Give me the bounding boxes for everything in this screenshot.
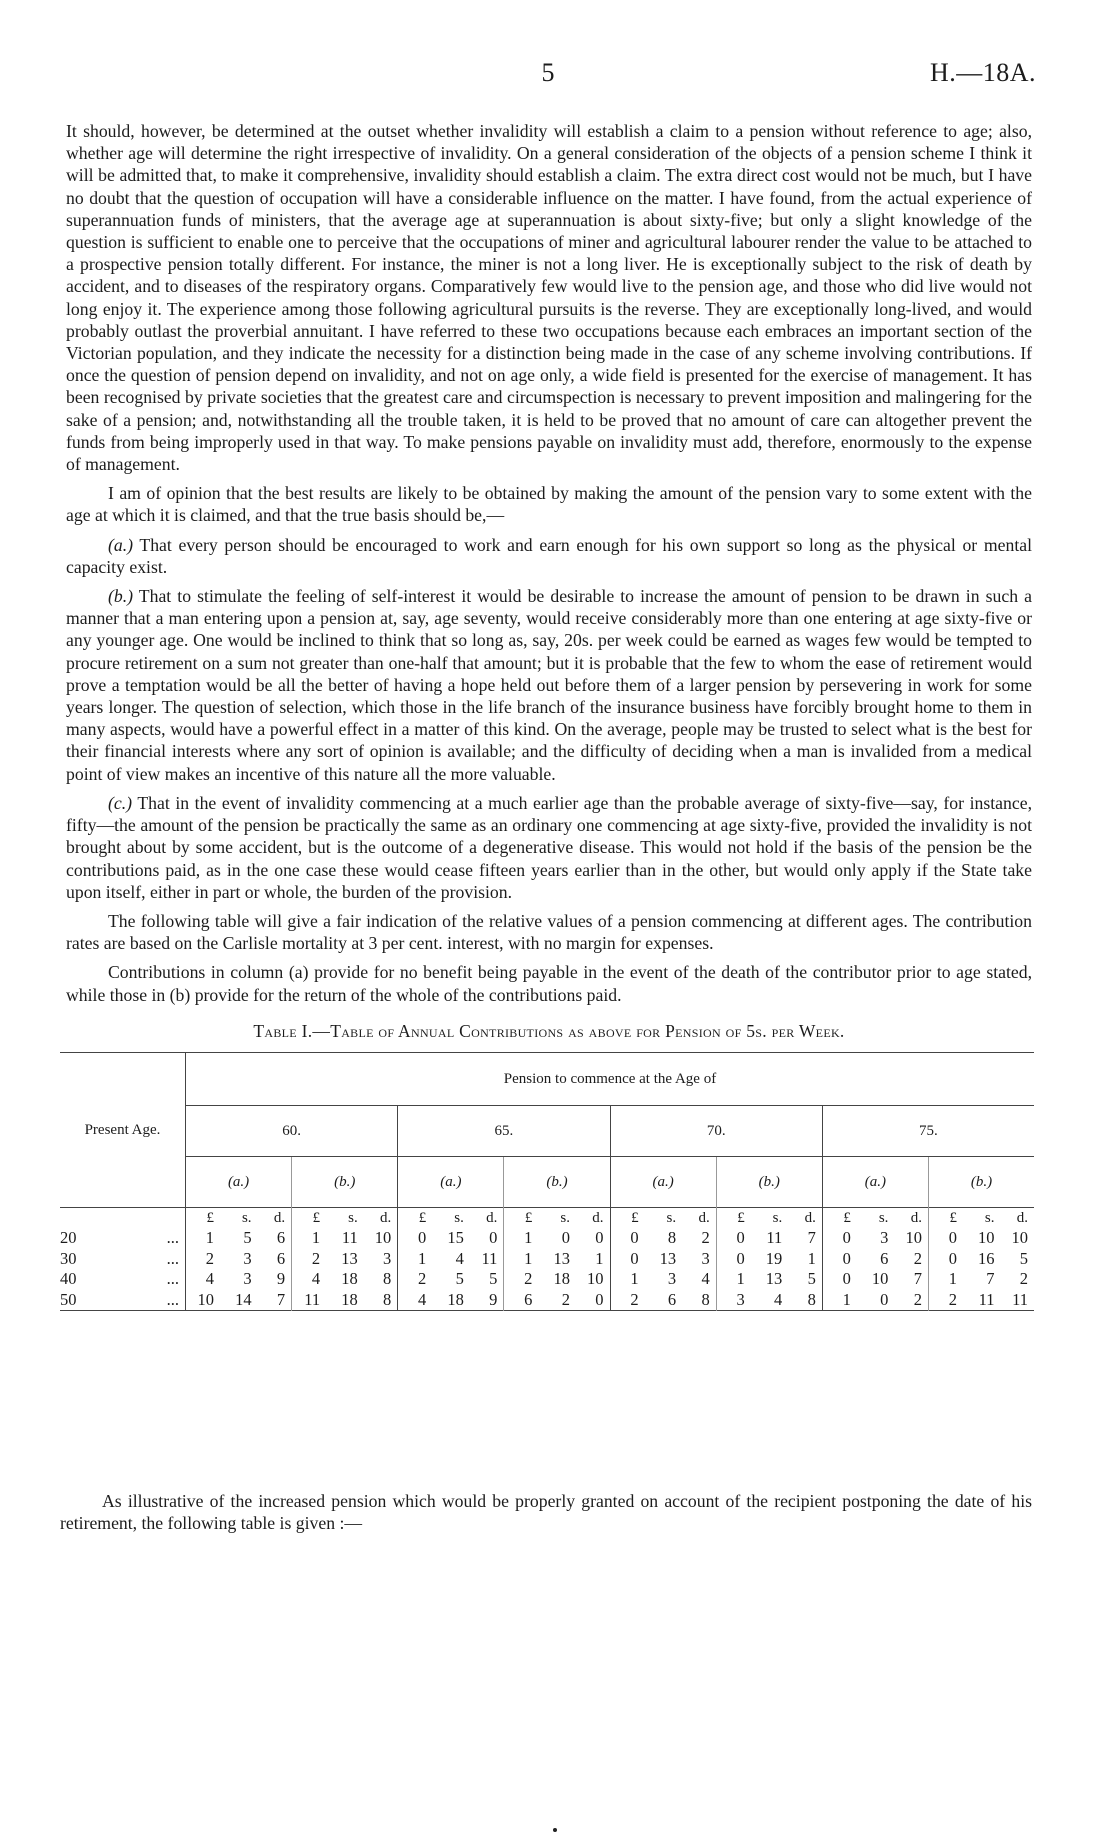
page-header [60, 58, 1036, 98]
contribution-cell: 2 13 3 [292, 1249, 398, 1270]
contribution-cell: 2 18 10 [504, 1269, 610, 1290]
contribution-cell: 0 10 7 [822, 1269, 928, 1290]
contribution-cell: 4 3 9 [186, 1269, 292, 1290]
contribution-cell: 11 18 8 [292, 1290, 398, 1311]
contributions-table [60, 1052, 1034, 1312]
contribution-cell: 0 11 7 [716, 1228, 822, 1249]
clause-a-label: (a.) [108, 534, 134, 555]
present-age-cell: 30 ... [60, 1249, 186, 1270]
clause-c-text: That in the event of invalidity commencing at a much earlier age than the probable average of sixty-five—say, for instance, fifty—the amount of the pension be practically the same as an ordinary one commencing at age sixty-five, provided the invalidity is not brought about by some accident, but is the outcome of a degenerative disease. This would not hold if the basis of the pension be the contributions paid, as in the one case these would cease fifteen years earlier than in the other, but would only apply if the State take upon itself, either in part or whole, the burden of the provision. [66, 792, 1032, 902]
present-age-cell: 20 ... [60, 1228, 186, 1249]
paragraph-clause-c [66, 792, 1032, 903]
units-row-blank [60, 1207, 186, 1228]
contribution-cell: 0 3 10 [822, 1228, 928, 1249]
contribution-cell: 0 13 3 [610, 1249, 716, 1270]
pension-age-header: Pension to commence at the Age of [186, 1052, 1035, 1105]
contribution-cell: 1 5 6 [186, 1228, 292, 1249]
paragraph-clause-a [66, 534, 1032, 578]
contribution-cell: 1 7 2 [948, 1269, 1028, 1289]
units-cell: £ s. d. [610, 1207, 716, 1228]
age-65-header: 65. [398, 1105, 610, 1156]
units-row [60, 1207, 1034, 1228]
contribution-cell: 4 18 9 [398, 1290, 504, 1311]
table-header-row-1 [60, 1052, 1034, 1105]
paragraph-clause-b [66, 585, 1032, 785]
paragraph-opinion: I am of opinion that the best results are likely to be obtained by making the amount of the pension vary to some extent with the age at which it is claimed, and that the true basis should be,— [66, 483, 1032, 526]
units-cell: £ s. d. [186, 1207, 292, 1228]
units-cell: £ s. d. [949, 1209, 1028, 1226]
clause-a-text: That every person should be encouraged to work and earn enough for his own support so long as the physical or mental capacity exist. [66, 534, 1032, 577]
sub-header-b: (b.) [292, 1156, 398, 1207]
units-cell: £ s. d. [292, 1207, 398, 1228]
contribution-cell: 2 6 8 [610, 1290, 716, 1311]
paragraph-table-intro: The following table will give a fair indication of the relative values of a pension commencing at different ages. The contribution rates are based on the Carlisle mortality at 3 per cent. interest, with no margin for expenses. [66, 910, 1032, 954]
clause-b-label: (b.) [108, 586, 134, 607]
contribution-cell: 2 11 11 [948, 1289, 1028, 1309]
document-reference: H.—18A. [929, 58, 1036, 87]
age-60-header: 60. [186, 1105, 398, 1156]
sub-header-b: (b.) [970, 1173, 993, 1190]
table-row [60, 1249, 1034, 1270]
age-75-header: 75. [822, 1105, 1034, 1156]
contribution-cell: 1 0 2 [822, 1290, 928, 1311]
sub-header-a: (a.) [186, 1156, 292, 1207]
paragraph-invalidity: It should, however, be determined at the outset whether invalidity will establish a claim to a pension without reference to age; also, whether age will determine the right irrespective of invalidity. On a general consideration of the objects of a pension scheme I think it will be admitted that, to make it comprehensive, invalidity should establish a claim. The extra direct cost would not be much, but I have no doubt that the question of occupation will have a considerable influence on the matter. I have found, from the actual experience of superannuation funds of ministers, that the average age at superannuation is about sixty-five; but only a slight knowledge of the question is sufficient to enable one to perceive that the occupations of miner and agricultural labourer render the value to be attached to a prospective pension totally different. For instance, the miner is not a long liver. He is exceptionally subject to the risk of death by accident, and to diseases of the respiratory organs. Comparatively few would live to the pension age, and those who did live would not long enjoy it. The experience among those following agricultural pursuits is the reverse. They are exceptionally long-lived, and would probably outlast the proverbial annuitant. I have referred to these two occupations because each embraces an important section of the Victorian population, and they indicate the necessity for a distinction being made in the case of any scheme involving contributions. If once the question of pension depend on invalidity, and not on age only, a wide field is presented for the exercise of management. It has been recognised by private societies that the greatest care and circumspection is necessary to prevent imposition and malingering for the sake of a pension; and, notwithstanding all the trouble taken, it is held to be proved that no amount of care can altogether prevent the funds from being improperly used in that way. To make pensions payable on invalidity must add, therefore, enormously to the expense of management. [66, 121, 1032, 475]
clause-c-label: (c.) [108, 792, 133, 813]
table-title: Table I.—Table of Annual Contributions as above for Pension of 5s. per Week. [253, 1020, 845, 1041]
sub-header-b: (b.) [716, 1156, 822, 1207]
contribution-cell: 0 15 0 [398, 1228, 504, 1249]
units-cell: £ s. d. [716, 1207, 822, 1228]
contribution-cell: 1 4 11 [398, 1249, 504, 1270]
contribution-cell: 1 13 5 [716, 1269, 822, 1290]
contribution-cell: 0 16 5 [948, 1248, 1028, 1268]
sub-header-a: (a.) [822, 1156, 928, 1207]
contribution-cell: 1 13 1 [504, 1249, 610, 1270]
age-70-header: 70. [610, 1105, 822, 1156]
printer-mark [553, 1828, 557, 1832]
contribution-cell: 1 3 4 [610, 1269, 716, 1290]
contribution-cell: 2 3 6 [186, 1249, 292, 1270]
sub-header-a: (a.) [398, 1156, 504, 1207]
clause-b-text: That to stimulate the feeling of self-interest it would be desirable to increase the amount of pension to be drawn in such a manner that a man entering upon a pension at, say, age seventy, would receive considerably more than one entering at age sixty-five or any younger age. One would be inclined to think that so long as, say, 20s. per week could be earned as wages few would be tempted to procure retirement on a sum not greater than one-half that amount; but it is probable that the few to whom the ease of retirement would prove a temptation would be all the better of having a hope held out before them of a larger pension by persevering in work for some years longer. The question of selection, which those in the life branch of the insurance business have forcibly brought home to them in many aspects, would have a powerful effect in a matter of this kind. On the average, people may be trusted to select what is the best for their financial interests where any sort of opinion is available; and the difficulty of deciding when a man is invalided from a medical point of view makes an incentive of this nature all the more valuable. [66, 586, 1032, 784]
page-number: 5 [541, 58, 555, 87]
contribution-cell: 1 11 10 [292, 1228, 398, 1249]
contribution-cell: 3 4 8 [716, 1290, 822, 1311]
table-row [60, 1228, 1034, 1249]
units-cell: £ s. d. [822, 1207, 928, 1228]
table-row [60, 1290, 1034, 1311]
sub-header-a: (a.) [610, 1156, 716, 1207]
closing-text [60, 1490, 1032, 1534]
present-age-header: Present Age. [60, 1052, 186, 1207]
table-header-row-3 [60, 1156, 1034, 1207]
contribution-cell: 1 0 0 [504, 1228, 610, 1249]
present-age-cell: 40 ... [60, 1269, 186, 1290]
contribution-cell: 0 6 2 [822, 1249, 928, 1270]
contribution-cell: 0 19 1 [716, 1249, 822, 1270]
contribution-cell: 0 10 10 [948, 1228, 1028, 1248]
table-header-row-2 [60, 1105, 1034, 1156]
table-row [60, 1269, 1034, 1290]
paragraph-columns-explained: Contributions in column (a) provide for no benefit being payable in the event of the death of the contributor prior to age stated, while those in (b) provide for the return of the whole of the contributions paid. [66, 962, 1032, 1005]
body-text [60, 120, 1032, 1311]
contribution-cell: 0 8 2 [610, 1228, 716, 1249]
units-cell: £ s. d. [398, 1207, 504, 1228]
units-cell: £ s. d. [504, 1207, 610, 1228]
present-age-cell: 50 ... [60, 1290, 186, 1311]
paragraph-illustrative: As illustrative of the increased pension which would be properly granted on account of the recipient postponing the date of his retirement, the following table is given :— [60, 1491, 1032, 1534]
contribution-cell: 2 5 5 [398, 1269, 504, 1290]
sub-header-b: (b.) [504, 1156, 610, 1207]
contribution-cell: 10 14 7 [186, 1290, 292, 1311]
table-body [60, 1207, 1034, 1311]
contribution-cell: 6 2 0 [504, 1290, 610, 1311]
contribution-cell: 4 18 8 [292, 1269, 398, 1290]
